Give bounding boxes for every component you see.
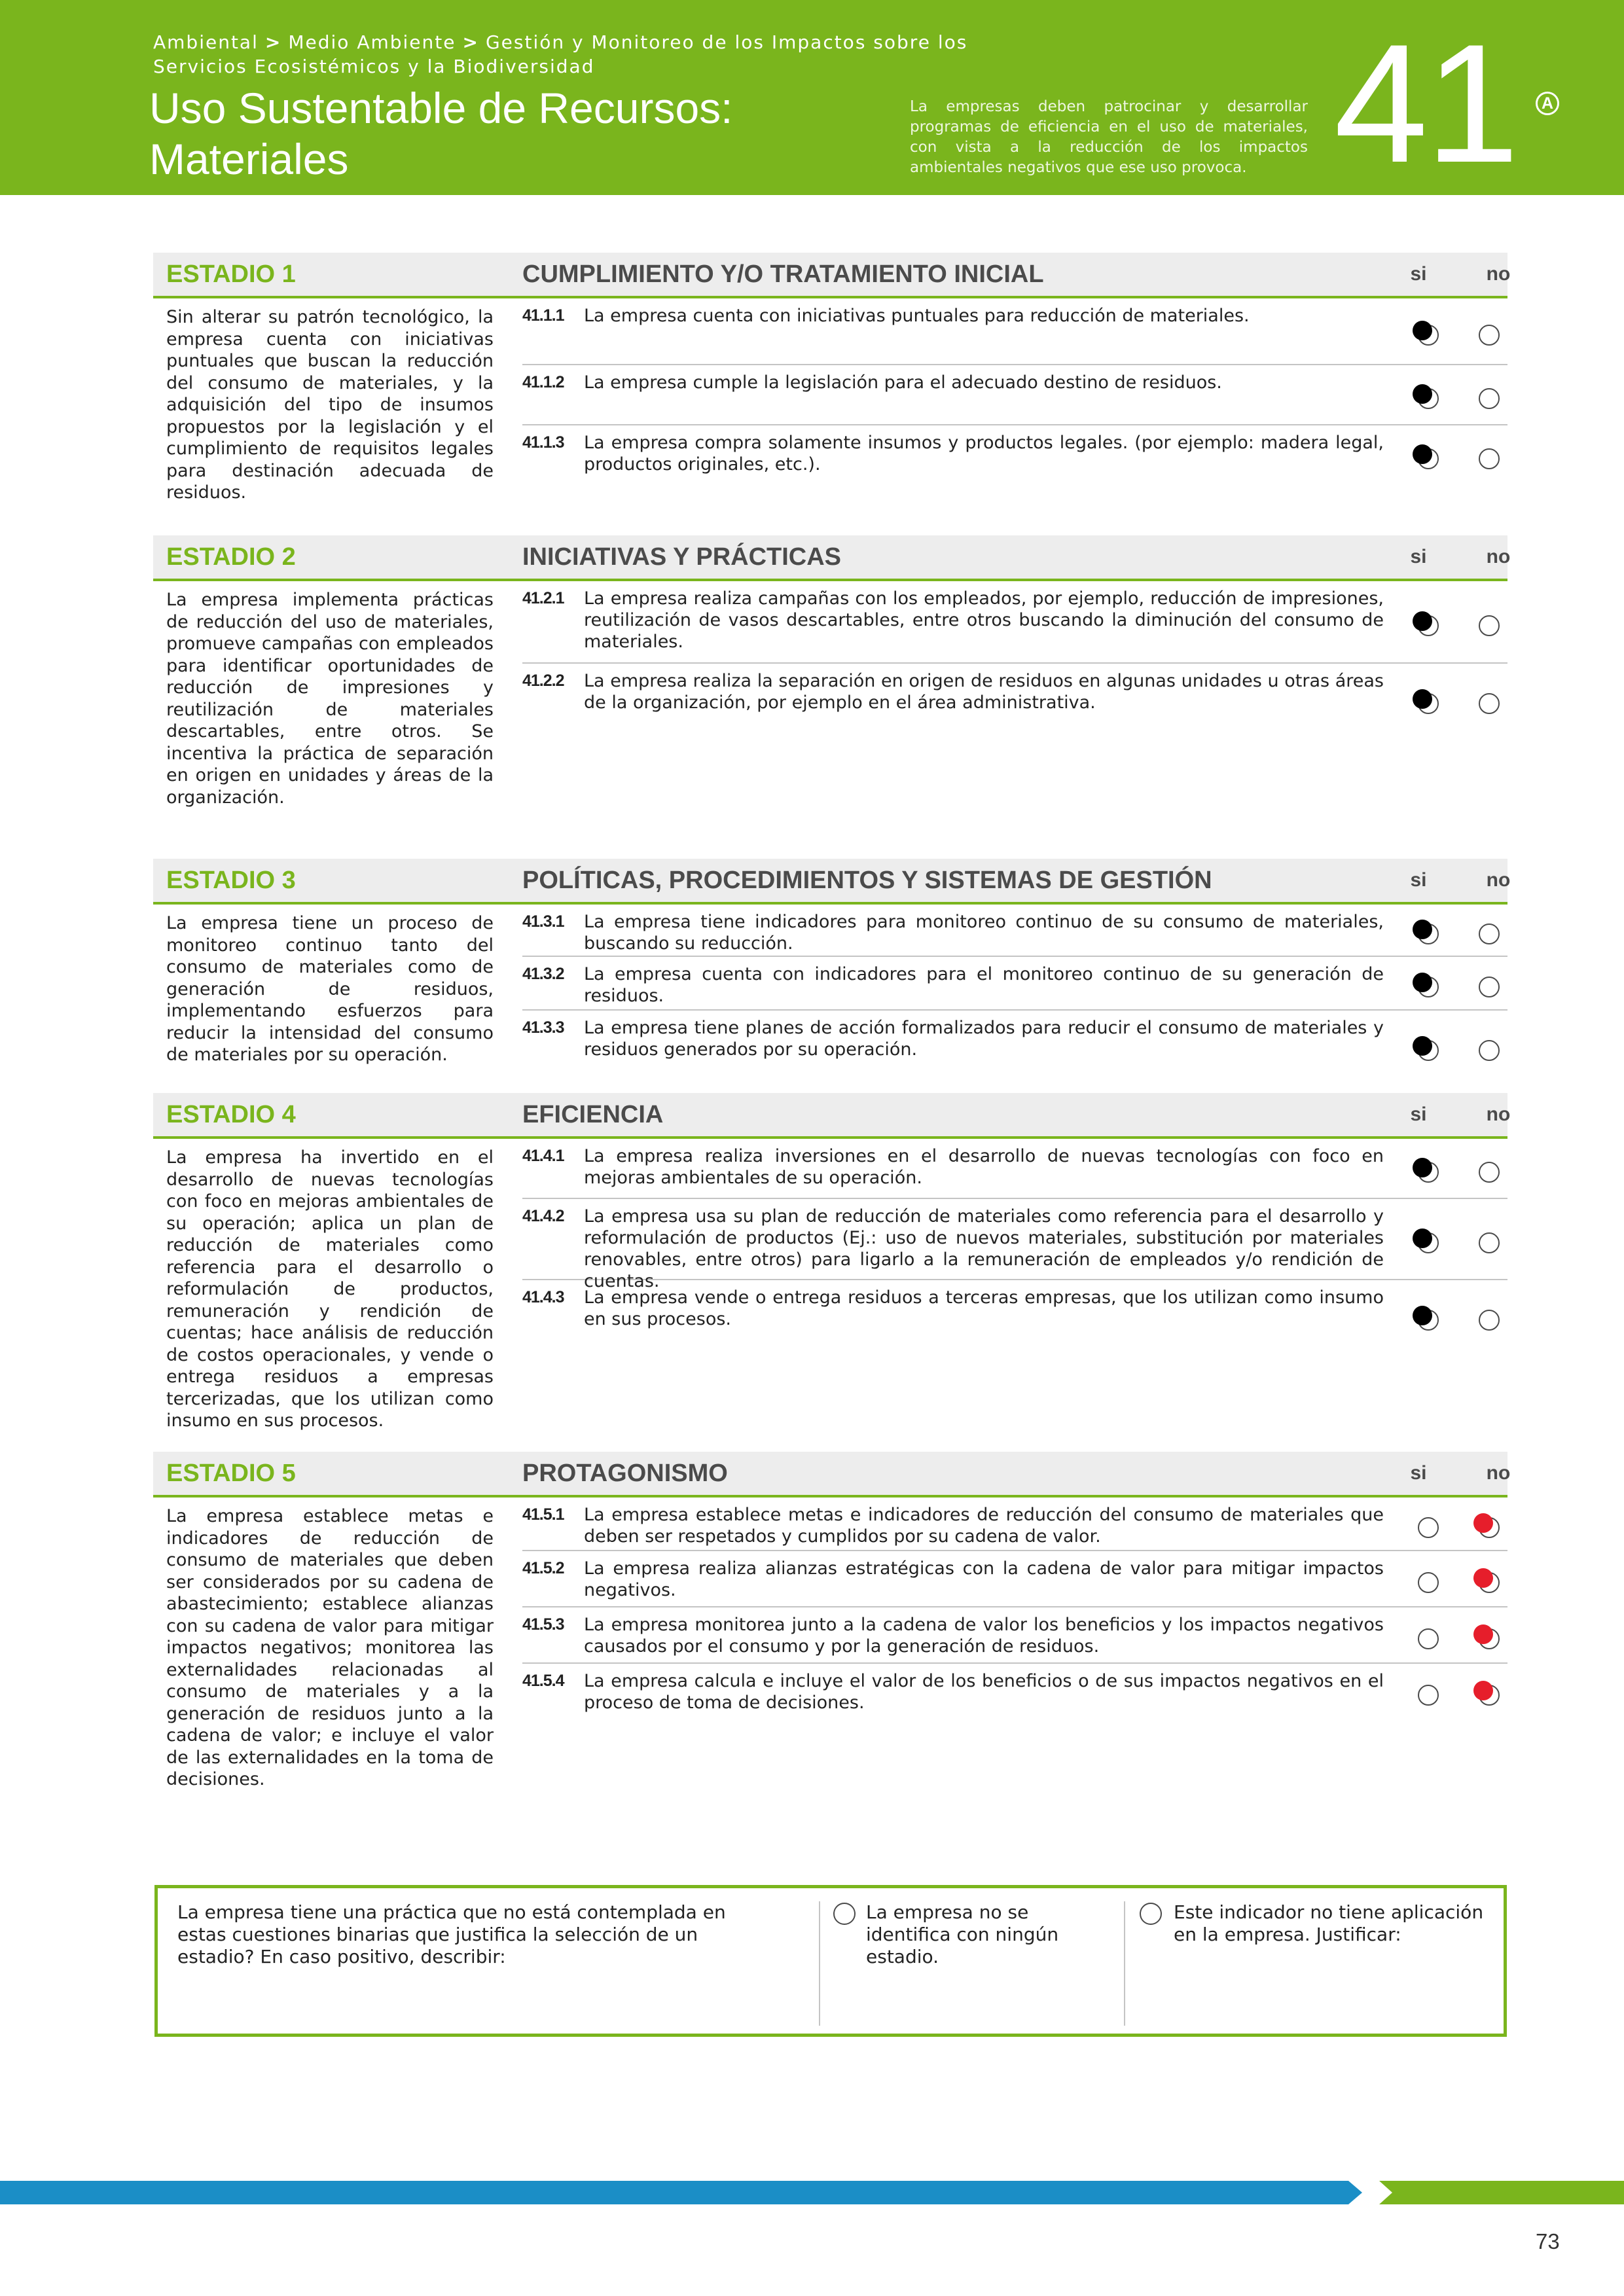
answer-no-radio[interactable] — [1479, 1040, 1500, 1061]
filled-answer-mark — [1473, 1624, 1493, 1644]
stage-description: Sin alterar su patrón tecnológico, la empresa cuenta con iniciativas puntuales que buscan la reducción del consumo de materiales, y la adquisición del tipo de insumos propuestos por la legislación y el cumplimiento de requisitos legales para destinación adecuada de residuos. — [166, 307, 494, 503]
answer-no-radio[interactable] — [1479, 977, 1500, 997]
question-number: 41.3.3 — [522, 1018, 564, 1037]
question-text: La empresa tiene planes de acción formalizados para reducir el consumo de materiales y residuos generados por su operación. — [584, 1018, 1384, 1060]
stage-description: La empresa establece metas e indicadores de reducción de consumo de materiales que deben ser considerados por su cadena de abastecimiento; establece alianzas con su cadena de valor para mitigar impactos negativos; monitorea las externalidades relacionadas al consumo de materiales y a la generación de residuos junto a la cadena de valor; e incluye el valor de las externalidades en la toma de decisiones. — [166, 1506, 494, 1789]
stage-header — [153, 859, 1511, 905]
answer-si-radio[interactable] — [1418, 1572, 1439, 1593]
stage-section — [153, 1452, 1511, 1789]
page-header — [0, 0, 1624, 198]
answer-si-radio[interactable] — [1418, 1685, 1439, 1706]
indicator-number: 41 — [1334, 9, 1517, 198]
question-row — [522, 664, 1507, 736]
filled-answer-mark — [1473, 1513, 1493, 1533]
chevron-right-icon: > — [264, 31, 282, 53]
stage-name: ESTADIO 4 — [166, 1101, 296, 1128]
practice-question: La empresa tiene una práctica que no está contemplada en estas cuestiones binarias que justifica la selección de un estadio? En caso positivo, describir: — [177, 1901, 726, 1967]
question-text: La empresa compra solamente insumos y productos legales. (por ejemplo: madera legal, productos originales, etc.). — [584, 433, 1384, 475]
item-list — [522, 298, 1507, 484]
question-row — [522, 1199, 1507, 1291]
column-no-label: no — [1486, 1103, 1511, 1125]
filled-answer-mark — [1473, 1681, 1493, 1700]
divider — [819, 1901, 820, 2026]
question-row — [522, 1664, 1507, 1719]
stage-description: La empresa ha invertido en el desarrollo de nuevas tecnologías con foco en mejoras ambientales de su operación; aplica un plan de reducción de materiales como referencia para el desarrollo o reformulación de productos, remuneración y rendición de cuentas; hace análisis de reducción de costos operacionales, y vende o entrega residuos a empresas tercerizadas, que los utilizan como insumo en sus procesos. — [166, 1147, 494, 1431]
question-text: La empresa usa su plan de reducción de materiales como referencia para el desarrollo y reformulación de productos (Ej.: uso de nuevos materiales, substitución por materiales renovables, entre otros) para ligarlo a la remuneración de empleados y/o rendición de cuentas. — [584, 1206, 1384, 1291]
question-text: La empresa calcula e incluye el valor de los beneficios o de sus impactos negativos en el proceso de toma de decisiones. — [584, 1671, 1384, 1713]
stage-section — [153, 535, 1511, 808]
filled-answer-mark — [1413, 1036, 1432, 1056]
question-text: La empresa cuenta con indicadores para el monitoreo continuo de su generación de residuos. — [584, 964, 1384, 1006]
chevron-right-icon: > — [462, 31, 479, 53]
question-row — [522, 1011, 1507, 1083]
answer-no-radio[interactable] — [1479, 615, 1500, 636]
question-number: 41.2.2 — [522, 672, 564, 690]
question-number: 41.1.2 — [522, 373, 564, 391]
question-number: 41.4.1 — [522, 1147, 564, 1165]
question-number: 41.5.1 — [522, 1505, 564, 1524]
question-text: La empresa cumple la legislación para el adecuado destino de residuos. — [584, 372, 1222, 393]
question-number: 41.4.2 — [522, 1207, 564, 1225]
page-title-line: Materiales — [149, 135, 349, 183]
stage-title: POLÍTICAS, PROCEDIMIENTOS Y SISTEMAS DE GESTIÓN — [522, 867, 1212, 894]
question-row — [522, 1551, 1507, 1607]
stage-name: ESTADIO 3 — [166, 867, 296, 894]
stage-header — [153, 535, 1511, 581]
question-number: 41.5.2 — [522, 1559, 564, 1577]
page-title-line: Uso Sustentable de Recursos: — [149, 84, 733, 132]
not-applicable-radio[interactable] — [1140, 1903, 1162, 1925]
answer-no-radio[interactable] — [1479, 325, 1500, 346]
stage-name: ESTADIO 1 — [166, 260, 296, 288]
question-row — [522, 905, 1507, 957]
stage-title: CUMPLIMIENTO Y/O TRATAMIENTO INICIAL — [522, 260, 1044, 288]
breadcrumb-item: Medio Ambiente — [288, 31, 456, 53]
filled-answer-mark — [1413, 1306, 1432, 1325]
question-text: La empresa realiza campañas con los empleados, por ejemplo, reducción de impresiones, reutilización de vasos descartables, entre otros buscando la diminución del consumo de materiales. — [584, 588, 1384, 652]
column-no-label: no — [1486, 869, 1511, 891]
column-si-label: si — [1410, 546, 1427, 567]
stage-title: EFICIENCIA — [522, 1101, 664, 1128]
question-row — [522, 957, 1507, 1011]
question-text: La empresa vende o entrega residuos a terceras empresas, que los utilizan como insumo en sus procesos. — [584, 1287, 1384, 1329]
filled-answer-mark — [1413, 444, 1432, 464]
answer-no-radio[interactable] — [1479, 448, 1500, 469]
answer-no-radio[interactable] — [1479, 1162, 1500, 1183]
additional-practice-box — [154, 1885, 1507, 2037]
filled-answer-mark — [1413, 689, 1432, 709]
question-row — [522, 425, 1507, 484]
question-number: 41.5.3 — [522, 1615, 564, 1634]
header-description: La empresas deben patrocinar y desarrollar programas de eficiencia en el uso de materiales, con vista a la reducción de los impactos ambientales negativos que ese uso provoca. — [910, 98, 1308, 176]
not-applicable-label: Este indicador no tiene aplicación en la empresa. Justificar: — [1174, 1901, 1484, 1945]
page-title — [149, 82, 732, 185]
question-row — [522, 581, 1507, 664]
question-number: 41.1.1 — [522, 306, 564, 325]
column-no-label: no — [1486, 546, 1511, 567]
filled-answer-mark — [1473, 1568, 1493, 1588]
stage-section — [153, 859, 1511, 1065]
question-text: La empresa tiene indicadores para monitoreo continuo de su consumo de materiales, buscando su reducción. — [584, 912, 1384, 954]
column-no-label: no — [1486, 263, 1511, 285]
stage-name: ESTADIO 2 — [166, 543, 296, 571]
question-row — [522, 365, 1507, 425]
item-list — [522, 905, 1507, 1083]
column-si-label: si — [1410, 263, 1427, 285]
question-text: La empresa realiza la separación en origen de residuos en algunas unidades u otras áreas de la organización, por ejemplo en el área administrativa. — [584, 671, 1384, 713]
stage-section — [153, 1093, 1511, 1431]
question-row — [522, 1280, 1507, 1352]
stage-header — [153, 253, 1511, 298]
question-number: 41.3.1 — [522, 912, 564, 931]
filled-answer-mark — [1413, 1158, 1432, 1177]
column-si-label: si — [1410, 1462, 1427, 1484]
stage-section — [153, 253, 1511, 503]
question-row — [522, 1607, 1507, 1664]
breadcrumb-item: Gestión y Monitoreo de los Impactos sobre los Servicios Ecosistémicos y la Biodiversidad — [153, 31, 968, 77]
stage-name: ESTADIO 5 — [166, 1460, 296, 1487]
question-number: 41.3.2 — [522, 965, 564, 983]
footer-band-green — [1379, 2181, 1624, 2204]
circled-a-icon: A — [1536, 92, 1559, 115]
answer-si-radio[interactable] — [1418, 1628, 1439, 1649]
answer-no-radio[interactable] — [1479, 693, 1500, 714]
answer-no-radio[interactable] — [1479, 1310, 1500, 1331]
column-si-label: si — [1410, 1103, 1427, 1125]
column-no-label: no — [1486, 1462, 1511, 1484]
breadcrumb-item: Ambiental — [153, 31, 259, 53]
question-text: La empresa establece metas e indicadores de reducción del consumo de materiales que deben ser respetados y cumplidos por su cadena de valor. — [584, 1505, 1384, 1547]
answer-no-radio[interactable] — [1479, 1232, 1500, 1253]
answer-no-radio[interactable] — [1479, 388, 1500, 409]
stage-description: La empresa tiene un proceso de monitoreo continuo tanto del consumo de materiales como de generación de residuos, implementando esfuerzos para reducir la intensidad del consumo de materiales por su operación. — [166, 913, 494, 1065]
item-list — [522, 1498, 1507, 1719]
filled-answer-mark — [1413, 321, 1432, 340]
filled-answer-mark — [1413, 973, 1432, 992]
question-row — [522, 1139, 1507, 1199]
stage-title: PROTAGONISMO — [522, 1460, 728, 1487]
stage-header — [153, 1093, 1511, 1139]
question-text: La empresa realiza alianzas estratégicas con la cadena de valor para mitigar impactos negativos. — [584, 1558, 1384, 1600]
column-si-label: si — [1410, 869, 1427, 891]
item-list — [522, 1139, 1507, 1352]
question-text: La empresa realiza inversiones en el desarrollo de nuevas tecnologías con foco en mejoras ambientales de su operación. — [584, 1146, 1384, 1188]
footer-band-blue — [0, 2181, 1362, 2204]
breadcrumb — [153, 30, 1004, 79]
question-row — [522, 298, 1507, 365]
question-number: 41.4.3 — [522, 1288, 564, 1306]
page-number: 73 — [1536, 2229, 1560, 2253]
question-row — [522, 1498, 1507, 1551]
question-number: 41.5.4 — [522, 1672, 564, 1690]
filled-answer-mark — [1413, 611, 1432, 631]
question-text: La empresa cuenta con iniciativas puntuales para reducción de materiales. — [584, 306, 1250, 326]
question-text: La empresa monitorea junto a la cadena de valor los beneficios y los impactos negativos causados por el consumo y por la generación de residuos. — [584, 1615, 1384, 1657]
no-stage-label: La empresa no se identifica con ningún estadio. — [866, 1901, 1059, 1967]
stage-header — [153, 1452, 1511, 1498]
filled-answer-mark — [1413, 920, 1432, 939]
question-number: 41.1.3 — [522, 433, 564, 452]
question-number: 41.2.1 — [522, 589, 564, 607]
answer-si-radio[interactable] — [1418, 1517, 1439, 1538]
filled-answer-mark — [1413, 384, 1432, 404]
stage-title: INICIATIVAS Y PRÁCTICAS — [522, 543, 842, 571]
no-stage-radio[interactable] — [833, 1903, 856, 1925]
item-list — [522, 581, 1507, 736]
divider — [1124, 1901, 1125, 2026]
filled-answer-mark — [1413, 1229, 1432, 1248]
stage-description: La empresa implementa prácticas de reducción del uso de materiales, promueve campañas con empleados para identificar oportunidades de reducción de impresiones y reutilización de materiales descartables, entre otros. Se incentiva la práctica de separación en origen en unidades y áreas de la organización. — [166, 590, 494, 808]
answer-no-radio[interactable] — [1479, 924, 1500, 944]
